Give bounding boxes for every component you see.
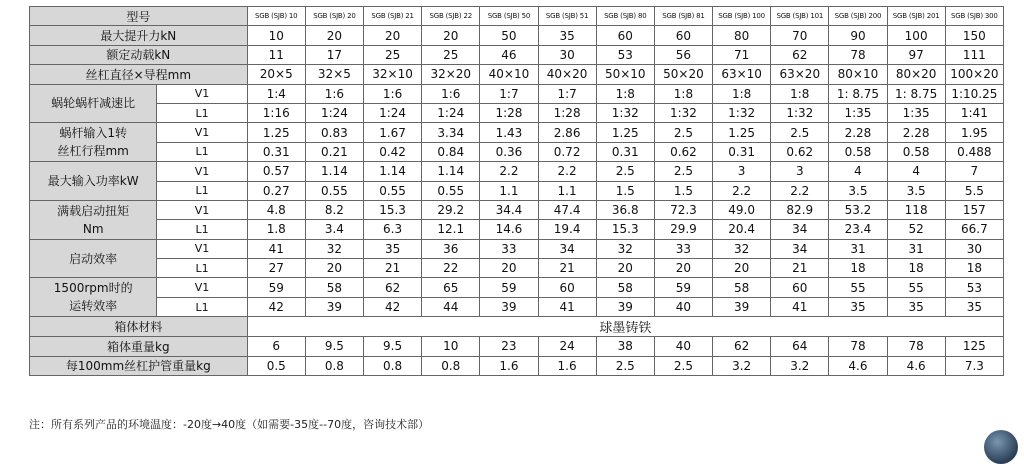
corner-logo <box>984 430 1018 464</box>
table-row <box>30 200 1004 219</box>
cell-value: 1:16 <box>247 103 305 122</box>
model-name: SGB (SJB) 200 <box>829 7 887 26</box>
cell-value: 31 <box>887 239 945 258</box>
row-label: 1500rpm时的 运转效率 <box>30 278 157 317</box>
table-row <box>30 220 1004 239</box>
cell-value: 59 <box>654 278 712 297</box>
cell-value: 0.58 <box>887 142 945 161</box>
cell-value: 4 <box>887 162 945 181</box>
cell-value: 1:6 <box>422 84 480 103</box>
cell-value: 1.5 <box>596 181 654 200</box>
model-name: SGB (SJB) 10 <box>247 7 305 26</box>
cell-value: 80×10 <box>829 65 887 84</box>
cell-value: 33 <box>480 239 538 258</box>
cell-value: 60 <box>654 26 712 45</box>
cell-value: 15.3 <box>596 220 654 239</box>
model-name: SGB (SJB) 51 <box>538 7 596 26</box>
cell-value: 1.95 <box>945 123 1003 142</box>
cell-value: 32 <box>305 239 363 258</box>
cell-value: 3 <box>713 162 771 181</box>
cell-value: 3.4 <box>305 220 363 239</box>
cell-value: 1:24 <box>305 103 363 122</box>
row-sublabel: V1 <box>157 278 247 297</box>
model-name: SGB (SJB) 21 <box>364 7 422 26</box>
table-row <box>30 297 1004 316</box>
cell-value: 58 <box>305 278 363 297</box>
cell-value: 29.9 <box>654 220 712 239</box>
cell-value: 44 <box>422 297 480 316</box>
cell-value: 25 <box>364 45 422 64</box>
row-sublabel: V1 <box>157 200 247 219</box>
cell-value: 23.4 <box>829 220 887 239</box>
row-label: 箱体材料 <box>30 317 248 337</box>
cell-value: 4.6 <box>829 356 887 375</box>
model-name: SGB (SJB) 50 <box>480 7 538 26</box>
cell-value: 18 <box>829 259 887 278</box>
cell-value: 1: 8.75 <box>829 84 887 103</box>
cell-value: 1.5 <box>654 181 712 200</box>
cell-value: 1.25 <box>247 123 305 142</box>
table-row <box>30 45 1004 64</box>
cell-value: 78 <box>887 337 945 356</box>
cell-value: 0.27 <box>247 181 305 200</box>
cell-value: 82.9 <box>771 200 829 219</box>
cell-value: 3.34 <box>422 123 480 142</box>
cell-value: 100 <box>887 26 945 45</box>
cell-value: 32×10 <box>364 65 422 84</box>
cell-value: 11 <box>247 45 305 64</box>
cell-value: 2.2 <box>480 162 538 181</box>
table-row <box>30 356 1004 375</box>
row-label: 额定动载kN <box>30 45 248 64</box>
row-sublabel: L1 <box>157 181 247 200</box>
row-sublabel: L1 <box>157 259 247 278</box>
cell-value: 29.2 <box>422 200 480 219</box>
cell-value: 1.14 <box>364 162 422 181</box>
table-row <box>30 259 1004 278</box>
cell-value: 0.21 <box>305 142 363 161</box>
cell-value: 90 <box>829 26 887 45</box>
table-row <box>30 103 1004 122</box>
table-row <box>30 162 1004 181</box>
cell-value: 42 <box>247 297 305 316</box>
cell-value: 35 <box>364 239 422 258</box>
model-name: SGB (SJB) 300 <box>945 7 1003 26</box>
cell-value: 150 <box>945 26 1003 45</box>
cell-value: 0.62 <box>654 142 712 161</box>
cell-value: 118 <box>887 200 945 219</box>
cell-value: 36.8 <box>596 200 654 219</box>
cell-value: 20 <box>654 259 712 278</box>
material-value: 球墨铸铁 <box>247 317 1003 337</box>
cell-value: 10 <box>247 26 305 45</box>
cell-value: 78 <box>829 337 887 356</box>
cell-value: 21 <box>364 259 422 278</box>
cell-value: 1: 8.75 <box>887 84 945 103</box>
cell-value: 50×20 <box>654 65 712 84</box>
cell-value: 59 <box>480 278 538 297</box>
cell-value: 58 <box>596 278 654 297</box>
cell-value: 27 <box>247 259 305 278</box>
cell-value: 0.58 <box>829 142 887 161</box>
cell-value: 80×20 <box>887 65 945 84</box>
model-name: SGB (SJB) 201 <box>887 7 945 26</box>
model-name: SGB (SJB) 20 <box>305 7 363 26</box>
row-sublabel: L1 <box>157 297 247 316</box>
cell-value: 2.5 <box>654 356 712 375</box>
cell-value: 0.31 <box>247 142 305 161</box>
cell-value: 111 <box>945 45 1003 64</box>
cell-value: 60 <box>596 26 654 45</box>
table-row <box>30 239 1004 258</box>
cell-value: 1:8 <box>713 84 771 103</box>
cell-value: 20 <box>480 259 538 278</box>
cell-value: 32 <box>713 239 771 258</box>
cell-value: 1.6 <box>480 356 538 375</box>
cell-value: 6.3 <box>364 220 422 239</box>
cell-value: 1:32 <box>713 103 771 122</box>
row-sublabel: L1 <box>157 142 247 161</box>
table-row <box>30 337 1004 356</box>
cell-value: 0.8 <box>305 356 363 375</box>
cell-value: 1.1 <box>480 181 538 200</box>
cell-value: 1:32 <box>771 103 829 122</box>
table-row <box>30 84 1004 103</box>
model-name: SGB (SJB) 100 <box>713 7 771 26</box>
cell-value: 40×20 <box>538 65 596 84</box>
table-row <box>30 278 1004 297</box>
cell-value: 6 <box>247 337 305 356</box>
row-sublabel: V1 <box>157 84 247 103</box>
row-label: 箱体重量kg <box>30 337 248 356</box>
cell-value: 2.2 <box>771 181 829 200</box>
cell-value: 32×20 <box>422 65 480 84</box>
cell-value: 2.5 <box>596 162 654 181</box>
cell-value: 50×10 <box>596 65 654 84</box>
cell-value: 47.4 <box>538 200 596 219</box>
cell-value: 2.5 <box>654 162 712 181</box>
cell-value: 62 <box>364 278 422 297</box>
row-sublabel: V1 <box>157 162 247 181</box>
cell-value: 1:6 <box>305 84 363 103</box>
cell-value: 20 <box>713 259 771 278</box>
cell-value: 33 <box>654 239 712 258</box>
cell-value: 4 <box>829 162 887 181</box>
cell-value: 125 <box>945 337 1003 356</box>
cell-value: 7.3 <box>945 356 1003 375</box>
cell-value: 97 <box>887 45 945 64</box>
cell-value: 1:6 <box>364 84 422 103</box>
row-sublabel: L1 <box>157 220 247 239</box>
cell-value: 2.5 <box>596 356 654 375</box>
cell-value: 0.5 <box>247 356 305 375</box>
cell-value: 46 <box>480 45 538 64</box>
cell-value: 1:35 <box>829 103 887 122</box>
cell-value: 19.4 <box>538 220 596 239</box>
cell-value: 1:8 <box>596 84 654 103</box>
model-name: SGB (SJB) 80 <box>596 7 654 26</box>
cell-value: 0.83 <box>305 123 363 142</box>
cell-value: 38 <box>596 337 654 356</box>
cell-value: 60 <box>538 278 596 297</box>
cell-value: 1:4 <box>247 84 305 103</box>
cell-value: 71 <box>713 45 771 64</box>
cell-value: 59 <box>247 278 305 297</box>
row-sublabel: V1 <box>157 239 247 258</box>
cell-value: 1.14 <box>422 162 480 181</box>
cell-value: 2.2 <box>713 181 771 200</box>
cell-value: 1.25 <box>596 123 654 142</box>
cell-value: 1:8 <box>654 84 712 103</box>
cell-value: 4.6 <box>887 356 945 375</box>
cell-value: 50 <box>480 26 538 45</box>
row-label: 蜗杆输入1转 丝杠行程mm <box>30 123 157 162</box>
cell-value: 2.86 <box>538 123 596 142</box>
cell-value: 35 <box>829 297 887 316</box>
cell-value: 100×20 <box>945 65 1003 84</box>
cell-value: 65 <box>422 278 480 297</box>
cell-value: 0.84 <box>422 142 480 161</box>
cell-value: 34 <box>538 239 596 258</box>
cell-value: 40 <box>654 337 712 356</box>
cell-value: 32×5 <box>305 65 363 84</box>
cell-value: 39 <box>596 297 654 316</box>
cell-value: 34 <box>771 220 829 239</box>
cell-value: 0.8 <box>364 356 422 375</box>
cell-value: 60 <box>771 278 829 297</box>
cell-value: 63×10 <box>713 65 771 84</box>
cell-value: 55 <box>829 278 887 297</box>
cell-value: 62 <box>771 45 829 64</box>
cell-value: 12.1 <box>422 220 480 239</box>
cell-value: 157 <box>945 200 1003 219</box>
cell-value: 78 <box>829 45 887 64</box>
header-row <box>30 7 1004 26</box>
cell-value: 42 <box>364 297 422 316</box>
model-name: SGB (SJB) 22 <box>422 7 480 26</box>
cell-value: 1:10.25 <box>945 84 1003 103</box>
row-sublabel: L1 <box>157 103 247 122</box>
model-name: SGB (SJB) 81 <box>654 7 712 26</box>
row-label: 最大提升力kN <box>30 26 248 45</box>
cell-value: 3 <box>771 162 829 181</box>
cell-value: 32 <box>596 239 654 258</box>
cell-value: 1:28 <box>538 103 596 122</box>
cell-value: 20.4 <box>713 220 771 239</box>
cell-value: 39 <box>305 297 363 316</box>
cell-value: 56 <box>654 45 712 64</box>
cell-value: 30 <box>538 45 596 64</box>
row-sublabel: V1 <box>157 123 247 142</box>
cell-value: 14.6 <box>480 220 538 239</box>
cell-value: 1.6 <box>538 356 596 375</box>
cell-value: 49.0 <box>713 200 771 219</box>
cell-value: 1.43 <box>480 123 538 142</box>
cell-value: 0.57 <box>247 162 305 181</box>
cell-value: 53 <box>596 45 654 64</box>
cell-value: 2.28 <box>829 123 887 142</box>
cell-value: 0.31 <box>596 142 654 161</box>
row-label: 满载启动扭矩 Nm <box>30 200 157 239</box>
cell-value: 62 <box>713 337 771 356</box>
cell-value: 2.28 <box>887 123 945 142</box>
cell-value: 0.31 <box>713 142 771 161</box>
cell-value: 1:24 <box>422 103 480 122</box>
cell-value: 3.2 <box>713 356 771 375</box>
cell-value: 0.42 <box>364 142 422 161</box>
cell-value: 9.5 <box>305 337 363 356</box>
cell-value: 35 <box>538 26 596 45</box>
cell-value: 1:7 <box>538 84 596 103</box>
cell-value: 23 <box>480 337 538 356</box>
cell-value: 2.5 <box>771 123 829 142</box>
cell-value: 18 <box>887 259 945 278</box>
table-row <box>30 65 1004 84</box>
row-label: 最大输入功率kW <box>30 162 157 201</box>
cell-value: 72.3 <box>654 200 712 219</box>
cell-value: 0.488 <box>945 142 1003 161</box>
cell-value: 22 <box>422 259 480 278</box>
row-label: 丝杠直径×导程mm <box>30 65 248 84</box>
cell-value: 58 <box>713 278 771 297</box>
table-row <box>30 142 1004 161</box>
cell-value: 7 <box>945 162 1003 181</box>
cell-value: 41 <box>247 239 305 258</box>
cell-value: 3.5 <box>887 181 945 200</box>
cell-value: 40×10 <box>480 65 538 84</box>
cell-value: 17 <box>305 45 363 64</box>
cell-value: 2.2 <box>538 162 596 181</box>
cell-value: 21 <box>771 259 829 278</box>
cell-value: 35 <box>945 297 1003 316</box>
cell-value: 40 <box>654 297 712 316</box>
cell-value: 53.2 <box>829 200 887 219</box>
cell-value: 20 <box>596 259 654 278</box>
spec-table <box>29 6 1004 376</box>
cell-value: 34 <box>771 239 829 258</box>
row-label: 启动效率 <box>30 239 157 278</box>
header-label: 型号 <box>30 7 248 26</box>
cell-value: 1:7 <box>480 84 538 103</box>
cell-value: 8.2 <box>305 200 363 219</box>
cell-value: 39 <box>713 297 771 316</box>
cell-value: 41 <box>771 297 829 316</box>
cell-value: 1.25 <box>713 123 771 142</box>
cell-value: 1:32 <box>596 103 654 122</box>
cell-value: 31 <box>829 239 887 258</box>
cell-value: 1.67 <box>364 123 422 142</box>
cell-value: 30 <box>945 239 1003 258</box>
cell-value: 36 <box>422 239 480 258</box>
cell-value: 25 <box>422 45 480 64</box>
cell-value: 20 <box>364 26 422 45</box>
cell-value: 2.5 <box>654 123 712 142</box>
table-row <box>30 123 1004 142</box>
cell-value: 1:35 <box>887 103 945 122</box>
cell-value: 53 <box>945 278 1003 297</box>
cell-value: 15.3 <box>364 200 422 219</box>
cell-value: 3.5 <box>829 181 887 200</box>
row-label: 每100mm丝杠护管重量kg <box>30 356 248 375</box>
cell-value: 1:24 <box>364 103 422 122</box>
row-label: 蜗轮蜗杆减速比 <box>30 84 157 123</box>
model-name: SGB (SJB) 101 <box>771 7 829 26</box>
cell-value: 1:8 <box>771 84 829 103</box>
cell-value: 9.5 <box>364 337 422 356</box>
cell-value: 0.72 <box>538 142 596 161</box>
cell-value: 35 <box>887 297 945 316</box>
cell-value: 64 <box>771 337 829 356</box>
cell-value: 1.1 <box>538 181 596 200</box>
cell-value: 52 <box>887 220 945 239</box>
table-row <box>30 26 1004 45</box>
cell-value: 0.55 <box>422 181 480 200</box>
cell-value: 20×5 <box>247 65 305 84</box>
cell-value: 0.36 <box>480 142 538 161</box>
cell-value: 0.62 <box>771 142 829 161</box>
cell-value: 5.5 <box>945 181 1003 200</box>
material-row <box>30 317 1004 337</box>
cell-value: 10 <box>422 337 480 356</box>
cell-value: 55 <box>887 278 945 297</box>
cell-value: 1:41 <box>945 103 1003 122</box>
cell-value: 39 <box>480 297 538 316</box>
table-row <box>30 181 1004 200</box>
cell-value: 3.2 <box>771 356 829 375</box>
cell-value: 21 <box>538 259 596 278</box>
cell-value: 1:28 <box>480 103 538 122</box>
cell-value: 18 <box>945 259 1003 278</box>
cell-value: 80 <box>713 26 771 45</box>
cell-value: 0.55 <box>364 181 422 200</box>
cell-value: 1.8 <box>247 220 305 239</box>
cell-value: 4.8 <box>247 200 305 219</box>
cell-value: 63×20 <box>771 65 829 84</box>
footnote: 注：所有系列产品的环境温度：-20度→40度（如需要-35度--70度，咨询技术部） <box>29 418 430 431</box>
cell-value: 1:32 <box>654 103 712 122</box>
cell-value: 41 <box>538 297 596 316</box>
cell-value: 24 <box>538 337 596 356</box>
cell-value: 0.8 <box>422 356 480 375</box>
cell-value: 66.7 <box>945 220 1003 239</box>
cell-value: 34.4 <box>480 200 538 219</box>
cell-value: 20 <box>305 26 363 45</box>
cell-value: 1.14 <box>305 162 363 181</box>
cell-value: 0.55 <box>305 181 363 200</box>
cell-value: 20 <box>305 259 363 278</box>
cell-value: 20 <box>422 26 480 45</box>
cell-value: 70 <box>771 26 829 45</box>
